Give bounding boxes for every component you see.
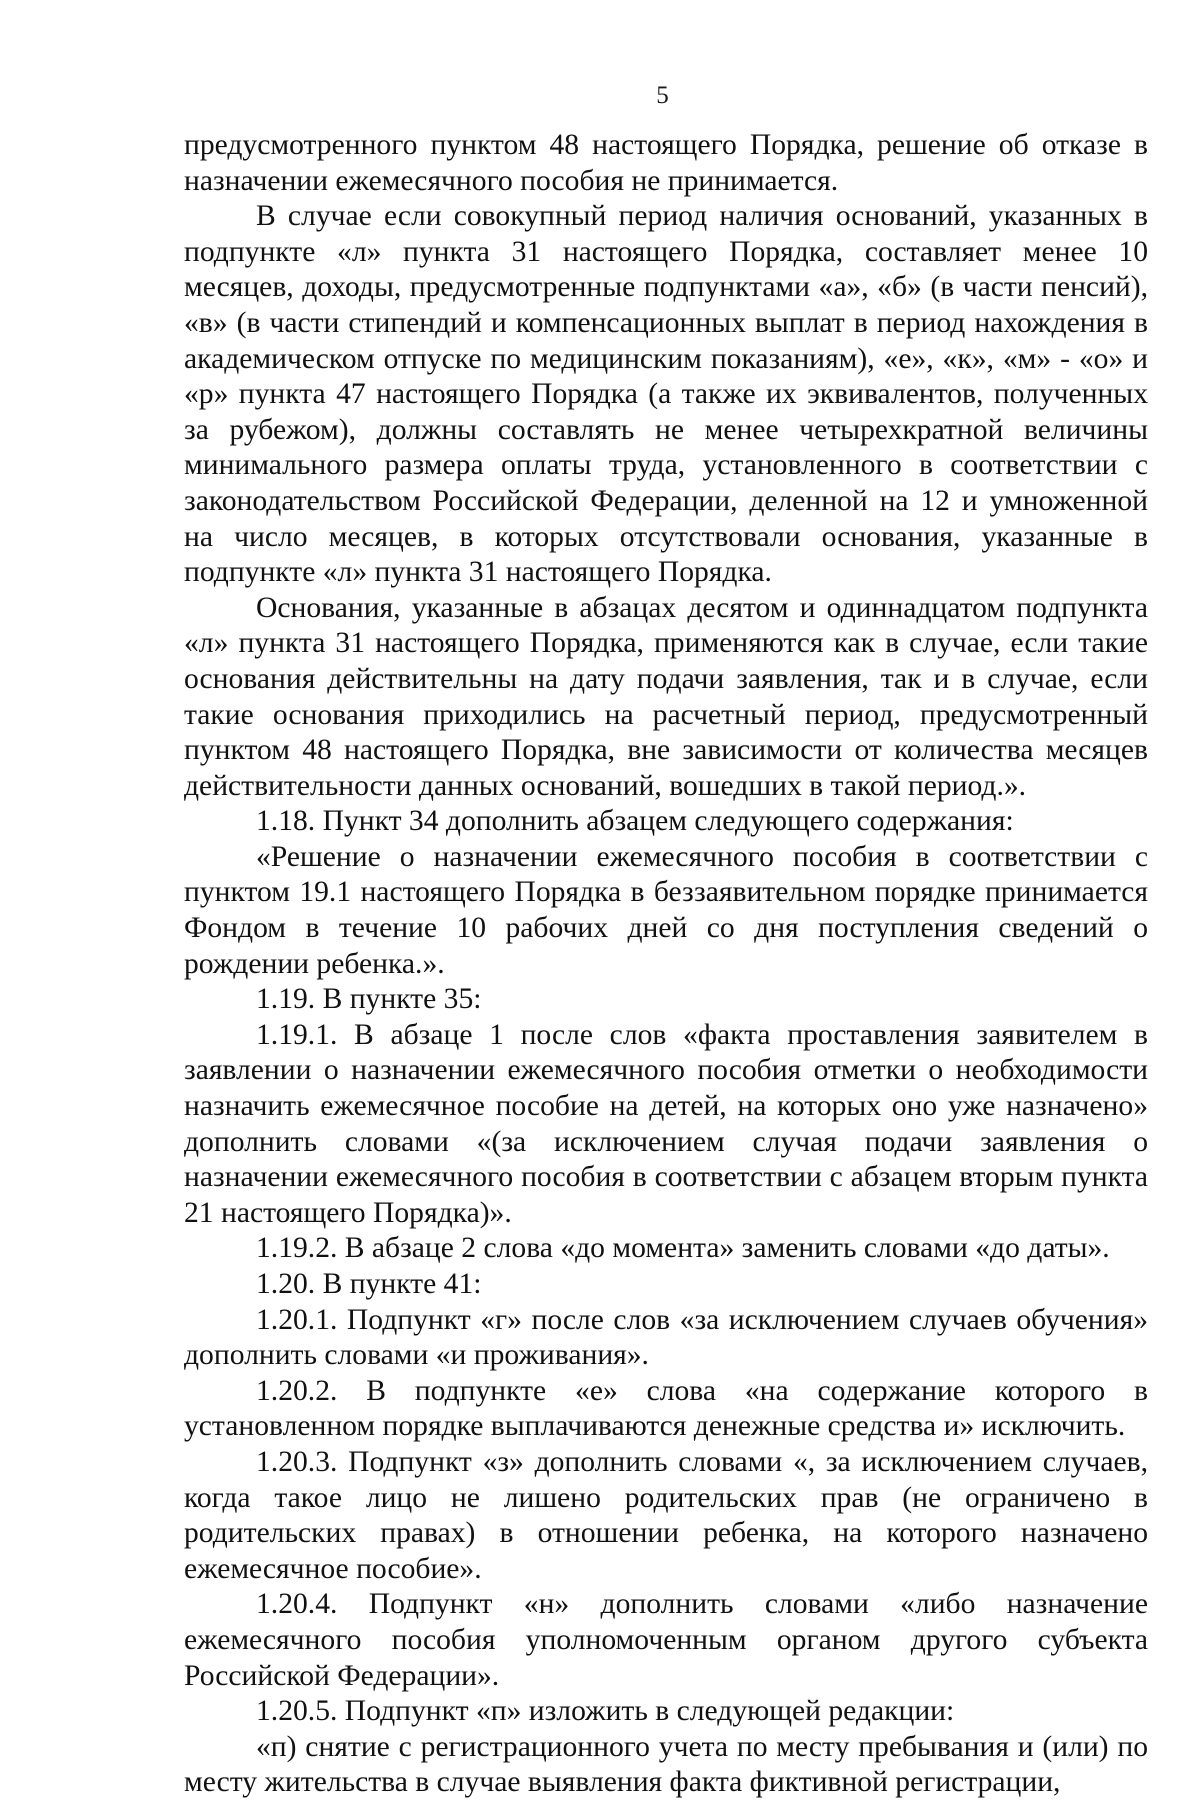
paragraph-item-1-20-4: 1.20.4. Подпункт «н» дополнить словами «либо назначение ежемесячного пособия уполномоченным органом другого субъекта Российской Федерации». bbox=[184, 1588, 1148, 1692]
paragraph-grounds-application: Основания, указанные в абзацах десятом и одиннадцатом подпункта «л» пункта 31 настоящего Порядка, применяются как в случае, если такие основания действительны на дату подачи заявления, так и в случае, если такие основания приходились на расчетный период, предусмотренный пунктом 48 настоящего Порядка, вне зависимости от количества месяцев действительности данных оснований, вошедших в такой период.». bbox=[184, 591, 1148, 802]
paragraph-item-1-18-quote: «Решение о назначении ежемесячного пособия в соответствии с пунктом 19.1 настоящего Порядка в беззаявительном порядке принимается Фондом в течение 10 рабочих дней со дня поступления сведений о рождении ребенка.». bbox=[184, 840, 1148, 980]
paragraph-item-1-20-2: 1.20.2. В подпункте «е» слова «на содержание которого в установленном порядке выплачиваются денежные средства и» исключить. bbox=[184, 1374, 1148, 1443]
paragraph-item-1-20-1: 1.20.1. Подпункт «г» после слов «за исключением случаев обучения» дополнить словами «и проживания». bbox=[184, 1303, 1148, 1372]
paragraph-item-1-18: 1.18. Пункт 34 дополнить абзацем следующего содержания: bbox=[256, 805, 1014, 838]
paragraph-item-1-20-3: 1.20.3. Подпункт «з» дополнить словами «, за исключением случаев, когда такое лицо не лишено родительских прав (не ограничено в родительских правах) в отношении ребенка, на которого назначено ежемесячное пособие». bbox=[184, 1445, 1148, 1585]
document-body bbox=[184, 128, 1148, 1801]
paragraph-income-requirement: В случае если совокупный период наличия оснований, указанных в подпункте «л» пункта 31 настоящего Порядка, составляет менее 10 месяцев, доходы, предусмотренные подпунктами «а», «б» (в части пенсий), «в» (в части стипендий и компенсационных выплат в период нахождения в академическом отпуске по медицинским показаниям), «е», «к», «м» - «о» и «р» пункта 47 настоящего Порядка (а также их эквивалентов, полученных за рубежом), должны составлять не менее четырехкратной величины минимального размера оплаты труда, установленного в соответствии с законодательством Российской Федерации, деленной на 12 и умноженной на число месяцев, в которых отсутствовали основания, указанные в подпункте «л» пункта 31 настоящего Порядка. bbox=[184, 200, 1148, 589]
paragraph-item-1-19-1: 1.19.1. В абзаце 1 после слов «факта проставления заявителем в заявлении о назначении ежемесячного пособия отметки о необходимости назначить ежемесячное пособие на детей, на которых оно уже назначено» дополнить словами «(за исключением случая подачи заявления о назначении ежемесячного пособия в соответствии с абзацем вторым пункта 21 настоящего Порядка)». bbox=[184, 1018, 1148, 1229]
paragraph-item-1-20: 1.20. В пункте 41: bbox=[256, 1268, 482, 1300]
paragraph-item-1-19-2: 1.19.2. В абзаце 2 слова «до момента» заменить словами «до даты». bbox=[256, 1232, 1110, 1265]
paragraph-item-1-20-5-quote: «п) снятие с регистрационного учета по месту пребывания и (или) по месту жительства в случае выявления факта фиктивной регистрации, bbox=[184, 1730, 1148, 1799]
page-number: 5 bbox=[656, 82, 669, 109]
paragraph-item-1-19: 1.19. В пункте 35: bbox=[256, 983, 482, 1016]
paragraph-item-1-20-5: 1.20.5. Подпункт «п» изложить в следующей редакции: bbox=[256, 1695, 955, 1728]
paragraph-continuation: предусмотренного пунктом 48 настоящего Порядка, решение об отказе в назначении ежемесячного пособия не принимается. bbox=[184, 129, 1148, 197]
